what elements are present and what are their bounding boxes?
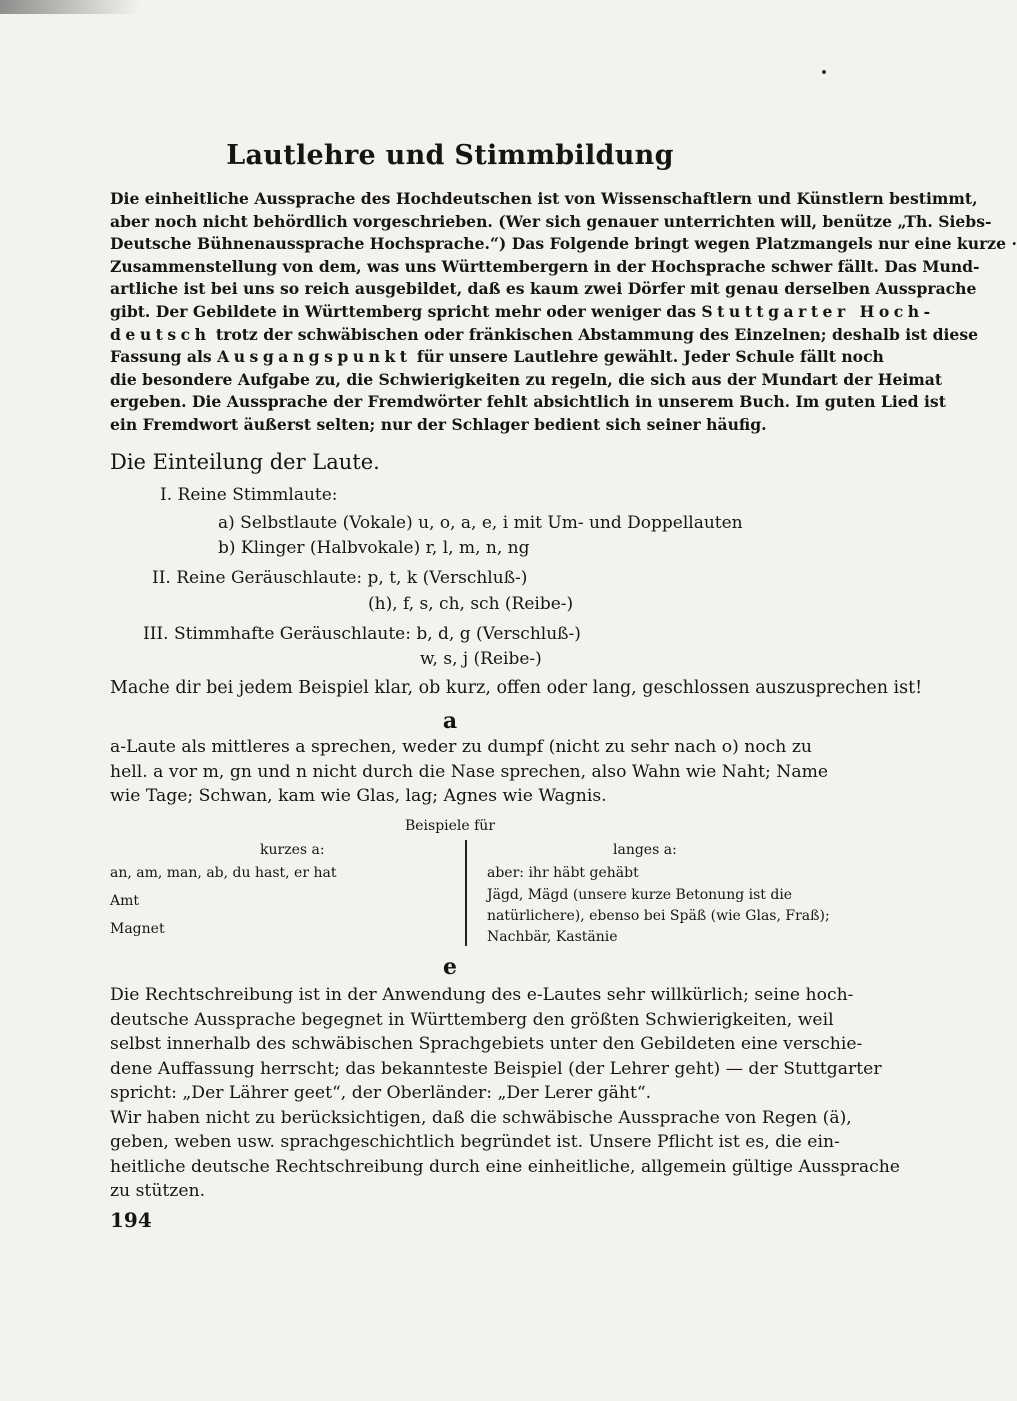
- paragraph-line: selbst innerhalb des schwäbischen Sprachgebiets unter den Gebildeten eine verschie-: [110, 1034, 863, 1054]
- long-a-item: aber: ihr häbt gehäbt: [487, 865, 639, 881]
- short-a-item: Amt: [110, 893, 140, 909]
- intro-line: die besondere Aufgabe zu, die Schwierigkeiten zu regeln, die sich aus der Mundart der Heimat: [110, 369, 943, 389]
- classification-line: III. Stimmhafte Geräuschlaute: b, d, g (Verschluß-): [143, 624, 581, 644]
- letter-heading-a: a: [442, 708, 458, 734]
- section-e-paragraph: [110, 983, 900, 1204]
- paragraph-line: dene Auffassung herrscht; das bekannteste Beispiel (der Lehrer geht) — der Stuttgarter: [110, 1058, 882, 1079]
- intro-paragraph: [110, 188, 1017, 437]
- long-a-item: Jägd, Mägd (unsere kurze Betonung ist die: [487, 887, 793, 903]
- intro-line: [110, 324, 979, 347]
- short-a-header: kurzes a:: [260, 842, 325, 858]
- intro-line: ein Fremdwort äußerst selten; nur der Schlager bedient sich seiner häufig.: [110, 414, 767, 434]
- short-a-item: an, am, man, ab, du hast, er hat: [110, 865, 337, 881]
- page-number: 194: [110, 1208, 152, 1232]
- paragraph-line: zu stützen.: [110, 1181, 206, 1201]
- intro-line: ergeben. Die Aussprache der Fremdwörter fehlt absichtlich in unserem Buch. Im guten Lied ist: [110, 392, 946, 412]
- long-a-item: Nachbär, Kastänie: [487, 929, 618, 945]
- print-mark: [822, 70, 826, 74]
- long-a-item: natürlichere), ebenso bei Späß (wie Glas, Fraß);: [487, 908, 830, 924]
- column-divider: [465, 840, 467, 946]
- intro-text: gibt. Der Gebildete in Württemberg spricht mehr oder weniger das: [110, 301, 702, 321]
- examples-title: Beispiele für: [404, 818, 496, 834]
- section-a-paragraph: [110, 735, 837, 809]
- spaced-emphasis: deutsch: [110, 324, 211, 344]
- paragraph-line: a-Laute als mittleres a sprechen, weder zu dumpf (nicht zu sehr nach o) noch zu: [110, 737, 812, 757]
- classification-line: I. Reine Stimmlaute:: [160, 485, 338, 505]
- spaced-emphasis: Stuttgarter Hoch-: [701, 301, 935, 321]
- page-title: Lautlehre und Stimmbildung: [226, 140, 674, 171]
- classification-line: (h), f, s, ch, sch (Reibe-): [368, 594, 574, 614]
- intro-line: aber noch nicht behördlich vorgeschrieben. (Wer sich genauer unterrichten will, benütze „Th. Siebs-: [110, 211, 992, 231]
- intro-line: [110, 301, 935, 324]
- paragraph-line: spricht: „Der Lährer geet“, der Oberländer: „Der Lerer gäht“.: [110, 1083, 652, 1103]
- intro-line: Zusammenstellung von dem, was uns Württembergern in der Hochsprache schwer fällt. Das Mund-: [110, 256, 980, 276]
- paragraph-line: Wir haben nicht zu berücksichtigen, daß die schwäbische Aussprache von Regen (ä),: [110, 1107, 852, 1128]
- intro-line: Die einheitliche Aussprache des Hochdeutschen ist von Wissenschaftlern und Künstlern bestimmt,: [110, 189, 978, 208]
- paragraph-line: Die Rechtschreibung ist in der Anwendung des e-Lautes sehr willkürlich; seine hoch-: [110, 985, 854, 1005]
- intro-text: für unsere Lautlehre gewählt. Jeder Schule fällt noch: [411, 347, 884, 367]
- paragraph-line: deutsche Aussprache begegnet in Württemberg den größten Schwierigkeiten, weil: [110, 1009, 834, 1030]
- paragraph-line: wie Tage; Schwan, kam wie Glas, lag; Agnes wie Wagnis.: [110, 786, 607, 806]
- intro-line: artliche ist bei uns so reich ausgebildet, daß es kaum zwei Dörfer mit genau derselben Aussprache: [110, 279, 977, 299]
- classification-line: II. Reine Geräuschlaute: p, t, k (Verschluß-): [152, 568, 528, 588]
- letter-heading-e: e: [443, 954, 457, 980]
- classification-line: w, s, j (Reibe-): [420, 649, 542, 669]
- classification-line: a) Selbstlaute (Vokale) u, o, a, e, i mit Um- und Doppellauten: [218, 513, 743, 533]
- intro-line: Deutsche Bühnenaussprache Hochsprache.“) Das Folgende bringt wegen Platzmangels nur eine kurze ·: [110, 234, 1017, 254]
- paragraph-line: heitliche deutsche Rechtschreibung durch eine einheitliche, allgemein gültige Aussprache: [110, 1156, 900, 1177]
- scan-edge-shadow: [0, 0, 140, 14]
- intro-text: trotz der schwäbischen oder fränkischen Abstammung des Einzelnen; deshalb ist diese: [210, 324, 979, 344]
- intro-text: Fassung als: [110, 347, 218, 367]
- intro-line: [110, 346, 884, 369]
- instruction-note: Mache dir bei jedem Beispiel klar, ob kurz, offen oder lang, geschlossen auszusprechen ist!: [110, 678, 923, 698]
- long-a-header: langes a:: [613, 842, 677, 858]
- short-a-item: Magnet: [110, 921, 165, 937]
- classification-line: b) Klinger (Halbvokale) r, l, m, n, ng: [218, 538, 530, 558]
- spaced-emphasis: Ausgangspunkt: [217, 347, 412, 367]
- section-heading: Die Einteilung der Laute.: [110, 450, 380, 474]
- paragraph-line: geben, weben usw. sprachgeschichtlich begründet ist. Unsere Pflicht ist es, die ein-: [110, 1132, 840, 1152]
- paragraph-line: hell. a vor m, gn und n nicht durch die Nase sprechen, also Wahn wie Naht; Name: [110, 761, 829, 782]
